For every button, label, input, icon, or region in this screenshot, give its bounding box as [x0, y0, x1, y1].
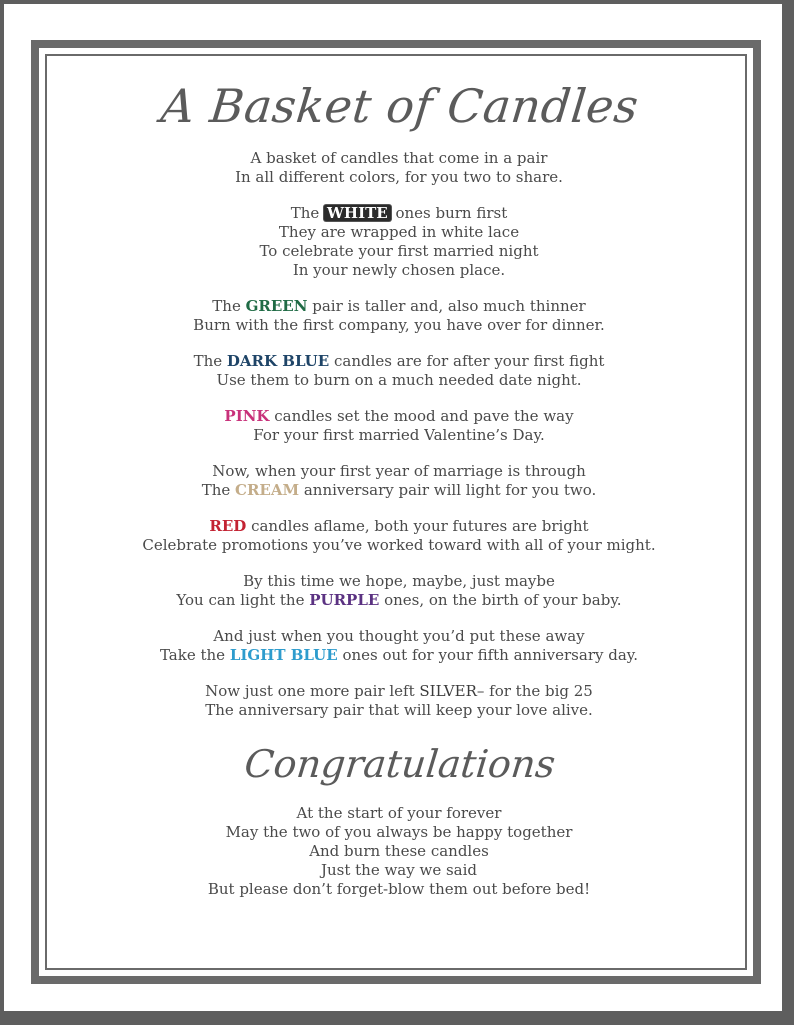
color-word-red: RED — [209, 517, 247, 535]
closing-stanza — [35, 804, 763, 899]
line-text: – for the big 25 — [476, 682, 593, 700]
poem-line: Use them to burn on a much needed date night. — [216, 371, 582, 389]
poem-line — [35, 352, 763, 371]
stanza-4 — [35, 352, 763, 390]
color-word-light-blue: LIGHT BLUE — [229, 646, 338, 664]
stanza-9 — [35, 627, 763, 665]
poem-line — [35, 646, 763, 665]
poem-line: And just when you thought you’d put these away — [213, 627, 585, 645]
line-text: The — [201, 481, 235, 499]
line-text: Take the — [159, 646, 230, 664]
stanza-6 — [35, 462, 763, 500]
stanza-7 — [35, 517, 763, 555]
color-word-green: GREEN — [245, 297, 308, 315]
line-text: candles are for after your first fight — [329, 352, 605, 370]
poem-line: They are wrapped in white lace — [278, 223, 520, 241]
line-text: pair is taller and, also much thinner — [307, 297, 586, 315]
poem-line — [35, 204, 763, 223]
poem-line — [35, 481, 763, 500]
closing-line: But please don’t forget-blow them out before bed! — [207, 880, 591, 898]
closing-line: May the two of you always be happy together — [225, 823, 573, 841]
line-text: ones burn first — [390, 204, 508, 222]
line-text: You can light the — [176, 591, 310, 609]
poem-line: Now, when your first year of marriage is through — [212, 462, 586, 480]
closing-line: And burn these candles — [309, 842, 489, 860]
congratulations-heading: Congratulations — [242, 742, 558, 786]
poem-line: For your first married Valentine’s Day. — [253, 426, 545, 444]
color-word-pink: PINK — [224, 407, 270, 425]
poem-line — [35, 682, 763, 701]
poem-line: In all different colors, for you two to share. — [235, 168, 563, 186]
line-text: Now just one more pair left — [205, 682, 420, 700]
poem-line: A basket of candles that come in a pair — [250, 149, 548, 167]
poem-line — [35, 297, 763, 316]
line-text: The — [193, 352, 227, 370]
color-word-white: WHITE — [324, 205, 391, 221]
stanza-3 — [35, 297, 763, 335]
line-text: candles aflame, both your futures are bright — [246, 517, 589, 535]
poem-line: By this time we hope, maybe, just maybe — [243, 572, 555, 590]
poem-line: To celebrate your first married night — [259, 242, 539, 260]
poem-line: Burn with the first company, you have over for dinner. — [193, 316, 605, 334]
line-text: The — [290, 204, 325, 222]
page-sheet — [4, 4, 782, 1011]
poem-line: The anniversary pair that will keep your love alive. — [205, 701, 593, 719]
line-text: ones, on the birth of your baby. — [379, 591, 622, 609]
line-text: candles set the mood and pave the way — [269, 407, 574, 425]
stanza-10 — [35, 682, 763, 720]
poem-line — [35, 407, 763, 426]
stanza-5 — [35, 407, 763, 445]
poem-line: Celebrate promotions you’ve worked toward with all of your might. — [142, 536, 656, 554]
line-text: anniversary pair will light for you two. — [299, 481, 597, 499]
color-word-dark-blue: DARK BLUE — [226, 352, 330, 370]
line-text: The — [212, 297, 246, 315]
closing-line: At the start of your forever — [296, 804, 502, 822]
closing-line: Just the way we said — [320, 861, 478, 879]
poem-line — [35, 517, 763, 536]
poem-line: In your newly chosen place. — [292, 261, 506, 279]
poem-content — [35, 44, 763, 899]
poem-title: A Basket of Candles — [158, 79, 642, 133]
color-word-purple: PURPLE — [309, 591, 380, 609]
color-word-cream: CREAM — [235, 481, 300, 499]
line-text: ones out for your fifth anniversary day. — [337, 646, 639, 664]
color-word-silver: SILVER — [419, 682, 477, 700]
poem-line — [35, 591, 763, 610]
stanza-2 — [35, 204, 763, 280]
stanza-1 — [35, 149, 763, 187]
stanza-8 — [35, 572, 763, 610]
